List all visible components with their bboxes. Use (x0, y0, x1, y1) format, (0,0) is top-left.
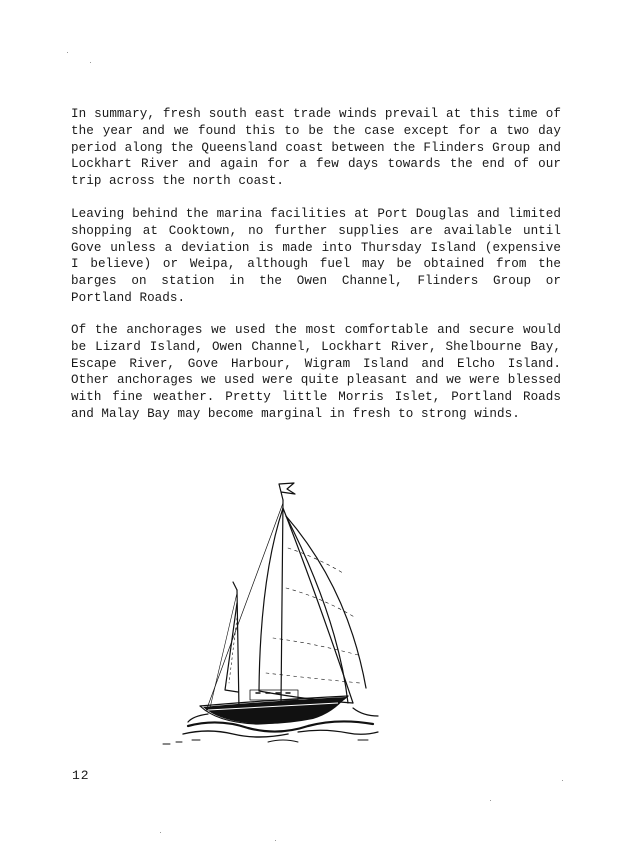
page-number: 12 (72, 768, 90, 783)
sailboat-icon (148, 478, 398, 758)
paragraph-anchorages: Of the anchorages we used the most comfortable and secure would be Lizard Island, Owen Channel, Lockhart River, Shelbourne Bay, Escape River, Gove Harbour, Wigram Island and Elcho Island. Other anchorages we used were quite pleasant and we were blessed with fine weather. Pretty little Morris Islet, Portland Roads and Malay Bay may become marginal in fresh to strong winds. (71, 323, 561, 421)
paragraph-trade-winds: In summary, fresh south east trade winds prevail at this time of the year and we found this to be the case except for a two day period along the Queensland coast between the Flinders Group and Lockhart River and again for a few days towards the end of our trip across the north coast. (71, 107, 561, 189)
paragraph-supplies: Leaving behind the marina facilities at Port Douglas and limited shopping at Cooktown, no further supplies are available until Gove unless a deviation is made into Thursday Island (expensive I believe) or Weipa, although fuel may be obtained from the barges on station in the Owen Channel, Flinders Group or Portland Roads. (71, 207, 561, 305)
